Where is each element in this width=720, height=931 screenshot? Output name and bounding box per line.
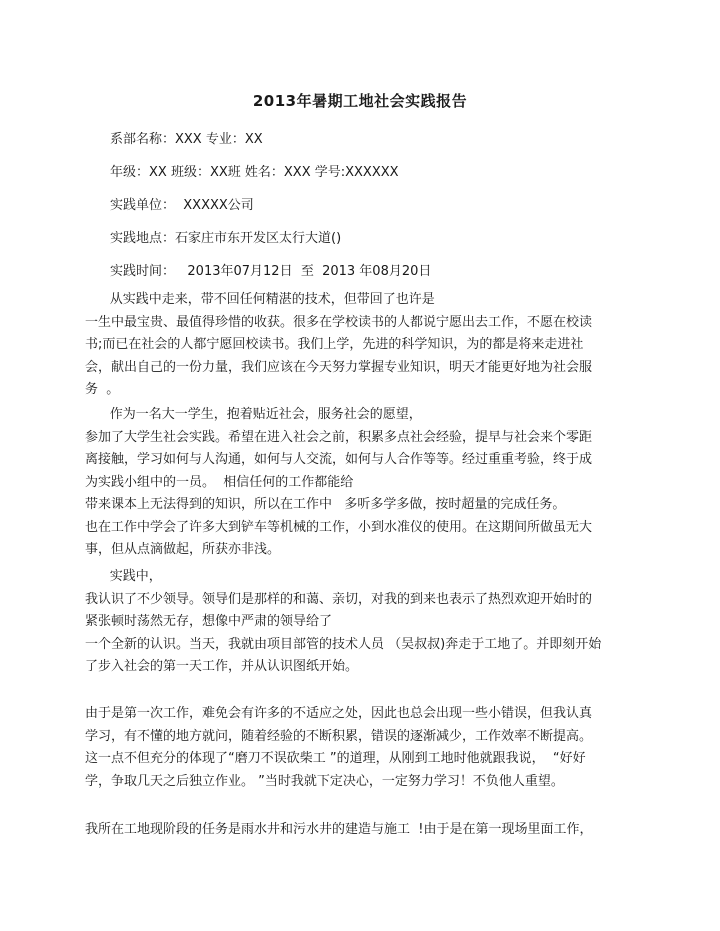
meta-unit: 实践单位： XXXXX公司 [110,198,254,213]
paragraph-line: 作为一名大一学生，抱着贴近社会，服务社会的愿望， [85,407,422,422]
meta-department: 系部名称：XXX 专业：XX [110,132,263,147]
paragraph-line: 也在工作中学会了许多大到铲车等机械的工作，小到水准仪的使用。在这期间所做虽无大 [85,519,593,535]
paragraph-line: 带来课本上无法得到的知识，所以在工作中 多听多学多做，按时超量的完成任务。 [85,497,566,512]
paragraph-line: 了步入社会的第一天工作，并从认识图纸开始。 [85,659,359,674]
paragraph-line: 参加了大学生社会实践。希望在进入社会之前，积累多点社会经验，提早与社会来个零距 [85,429,593,445]
paragraph-2 [85,404,645,562]
paragraph-4 [85,703,645,793]
paragraph-line: 一个全新的认识。当天，我就由项目部管的技术人员 （吴叔叔)奔走于工地了。并即刻开始 [85,636,602,652]
paragraph-line: 从实践中走来，带不回任何精湛的技术，但带回了也许是 [85,292,435,307]
paragraph-line: 为实践小组中的一员。 相信任何的工作都能给 [85,474,354,490]
paragraph-line: 会，献出自己的一份力量，我们应该在今天努力掌握专业知识，明天才能更好地为社会服 [85,359,593,375]
paragraph-line: 学，争取几天之后独立作业。 ”当时我就下定决心，一定努力学习！不负他人重望。 [85,773,564,789]
paragraph-line: 紧张顿时荡然无存，想像中严肃的领导给了 [85,614,333,629]
paragraph-line: 务 。 [85,382,120,397]
paragraph-line: 这一点不但充分的体现了“磨刀不误砍柴工 ”的道理，从刚到工地时他就跟我说， “好好 [85,751,586,766]
paragraph-line: 我所在工地现阶段的任务是雨水井和污水井的建造与施工 !由于是在第一现场里面工作， [85,822,593,837]
paragraph-line: 学习，有不懂的地方就问，随着经验的不断积累，错误的逐渐减少，工作效率不断提高。 [85,728,593,744]
meta-time: 实践时间： 2013年07月12日 至 2013 年08月20日 [110,264,432,279]
document-title: 2013年暑期工地社会实践报告 [252,92,468,110]
paragraph-5 [85,819,645,842]
paragraph-line: 我认识了不少领导。领导们是那样的和蔼、亲切，对我的到来也表示了热烈欢迎开始时的 [85,591,593,607]
meta-location: 实践地点：石家庄市东开发区太行大道() [110,231,342,246]
paragraph-line: 由于是第一次工作，难免会有许多的不适应之处，因此也总会出现一些小错误，但我认真 [85,706,593,721]
paragraph-line: 实践中， [85,569,162,584]
paragraph-1 [85,289,645,402]
paragraph-line: 离接触，学习如何与人沟通，如何与人交流，如何与人合作等等。经过重重考验，终于成 [85,452,593,467]
meta-grade: 年级：XX 班级：XX班 姓名：XXX 学号:XXXXXX [110,165,399,180]
paragraph-line: 一生中最宝贵、最值得珍惜的收获。很多在学校读书的人都说宁愿出去工作，不愿在校读 [85,314,593,330]
paragraph-line: 事，但从点滴做起，所获亦非浅。 [85,542,281,557]
paragraph-line: 书;而已在社会的人都宁愿回校读书。我们上学，先进的科学知识，为的都是将来走进社 [85,337,584,352]
paragraph-3 [85,566,645,679]
